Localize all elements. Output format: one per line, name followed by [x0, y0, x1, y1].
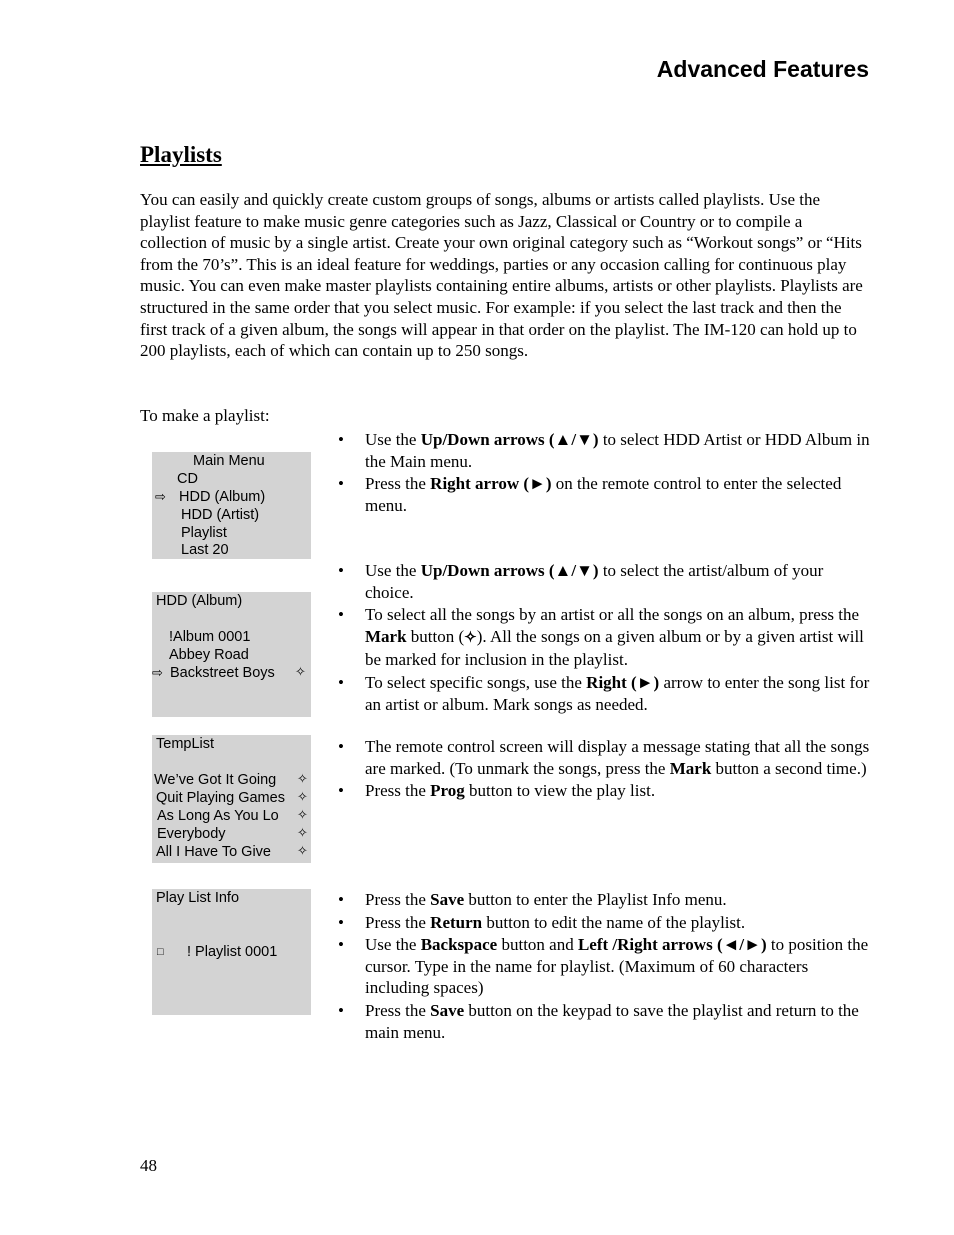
steps-select-menu: [336, 429, 876, 517]
step-item: • Press the Prog button to view the play list.: [336, 780, 876, 802]
page-number: 48: [140, 1156, 157, 1175]
templist-screen: [152, 735, 311, 863]
step-item: • Use the Up/Down arrows (▲/▼) to select the artist/album of your choice.: [336, 560, 876, 603]
screen-title: HDD (Album): [156, 593, 243, 609]
steps-save-playlist: [336, 889, 876, 1044]
steps-view-playlist: [336, 736, 876, 803]
cursor-arrow-icon: ⇨: [155, 489, 166, 504]
make-playlist-label: To make a playlist:: [140, 406, 270, 425]
section-title: Playlists: [140, 142, 222, 167]
mark-icon: ✧: [297, 789, 308, 804]
mark-icon: ✧: [297, 825, 308, 840]
mark-icon: ✧: [297, 807, 308, 822]
playlist-info-screen: [152, 889, 311, 1015]
song-item: Everybody: [157, 826, 226, 842]
song-item: As Long As You Lo: [157, 808, 279, 824]
step-item: • Use the Backspace button and Left /Right arrows (◄/►) to position the cursor. Type in the name for playlist. (Maximum of 60 characters including spaces): [336, 934, 876, 999]
step-item: • Press the Return button to edit the name of the playlist.: [336, 912, 876, 934]
mark-icon: ✧: [297, 843, 308, 858]
album-item: Abbey Road: [169, 647, 249, 663]
screen-title: Play List Info: [156, 890, 240, 906]
chapter-title: Advanced Features: [656, 56, 869, 82]
song-item: Quit Playing Games: [156, 790, 285, 806]
checkbox-icon: □: [157, 946, 164, 958]
step-item: • Use the Up/Down arrows (▲/▼) to select HDD Artist or HDD Album in the Main menu.: [336, 429, 876, 472]
screen-title: Main Menu: [193, 453, 265, 469]
menu-item-hdd-artist: HDD (Artist): [181, 507, 260, 523]
step-item: • The remote control screen will display a message stating that all the songs are marked. (To unmark the songs, press the Mark button a second time.): [336, 736, 876, 779]
cursor-arrow-icon: ⇨: [152, 665, 163, 680]
menu-item-last-20: Last 20: [181, 542, 229, 558]
mark-icon: ✧: [297, 771, 308, 786]
menu-item-cd: CD: [177, 471, 198, 487]
album-item-selected: Backstreet Boys: [170, 665, 275, 681]
main-menu-screen: [152, 452, 311, 559]
screen-title: TempList: [156, 736, 215, 752]
album-item: !Album 0001: [169, 629, 251, 645]
step-item: • To select specific songs, use the Right (►) arrow to enter the song list for an artist or album. Mark songs as needed.: [336, 672, 876, 715]
playlist-name: ! Playlist 0001: [187, 944, 278, 960]
mark-icon: ✧: [295, 664, 306, 679]
intro-paragraph: You can easily and quickly create custom groups of songs, albums or artists called playlists. Use the playlist feature to make music genre categories such as Jazz, Classical or Country or to compile a collection of music by a single artist. Create your own original category such as “Workout songs” or “Hits from the 70’s”. This is an ideal feature for weddings, parties or any occasion calling for continuous play music. You can even make master playlists containing entire albums, artists or other playlists. Playlists are structured in the same order that you select music. For example: if you select the last track and then the first track of a given album, the songs will appear in that order on the playlist. The IM-120 can hold up to 200 playlists, each of which can contain up to 250 songs.: [140, 190, 863, 361]
hdd-album-screen: [152, 592, 311, 717]
menu-item-playlist: Playlist: [181, 525, 227, 541]
step-item: • To select all the songs by an artist or all the songs on an album, press the Mark button (✧). All the songs on a given album or by a given artist will be marked for inclusion in the playlist.: [336, 604, 876, 671]
menu-item-hdd-album: HDD (Album): [179, 489, 266, 505]
song-item: We’ve Got It Going: [154, 772, 277, 788]
step-item: • Press the Save button to enter the Playlist Info menu.: [336, 889, 876, 911]
step-item: • Press the Save button on the keypad to save the playlist and return to the main menu.: [336, 1000, 876, 1043]
step-item: • Press the Right arrow (►) on the remote control to enter the selected menu.: [336, 473, 876, 516]
mark-icon: ✧: [464, 629, 477, 646]
song-item: All I Have To Give: [156, 844, 271, 860]
steps-select-artist-album: [336, 560, 876, 716]
